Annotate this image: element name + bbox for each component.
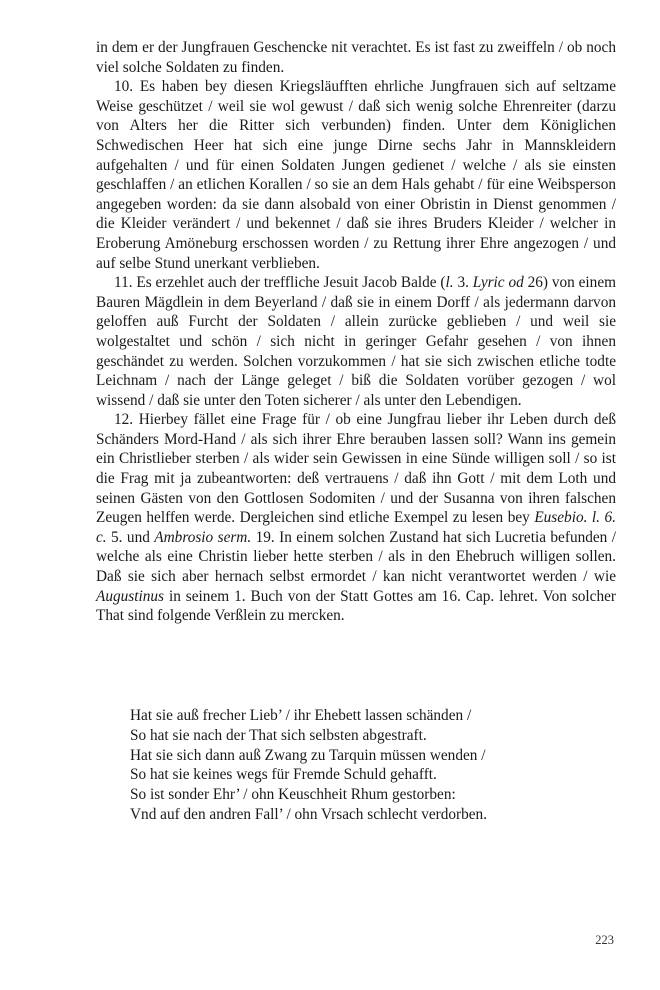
poem-line: Vnd auf den andren Fall’ / ohn Vrsach schlecht verdorben. <box>130 805 488 823</box>
paragraph-11-text-b: 3. <box>453 274 473 292</box>
citation-l: l. <box>445 274 454 292</box>
citation-eusebio: Eusebio. l. 6. c. <box>96 509 616 546</box>
paragraph-12-text-b: 5. und <box>106 528 155 546</box>
poem-line: Hat sie sich dann auß Zwang zu Tarquin müssen wenden / <box>130 746 486 764</box>
paragraph-12-text-d: in seinem 1. Buch von der Statt Gottes am 16. Cap. lehret. Von solcher That sind folgende Verßlein zu mercken. <box>96 587 616 625</box>
page-number: 223 <box>595 933 614 947</box>
body-text <box>96 38 616 626</box>
citation-ambrosio: Ambrosio serm. <box>154 528 252 546</box>
poem-line: So hat sie keines wegs für Fremde Schuld gehafft. <box>130 766 437 784</box>
paragraph-12-text-c: 19. In einem solchen Zustand hat sich Lucretia befunden / welche als eine Christin lieber hette sterben / als in den Ehebruch willigen sollen. Daß sie sich aber hernach selbst ermordet / kan nicht verantwortet werden / wie <box>96 528 616 586</box>
paragraph-10: 10. Es haben bey diesen Kriegsläufften ehrliche Jungfrauen sich auf seltzame Weise geschützet / weil sie wol gewust / daß sich wenig solche Ehrenreiter (darzu von Alters her die Ritter sich verbunden) finden. Unter dem Königlichen Schwedischen Heer hat sich eine junge Dirne sechs Jahr in Mannskleidern aufgehalten / und für einen Soldaten Jungen gedienet / welche / als sie einsten geschlaffen / an etlichen Korallen / so sie an dem Hals gehabt / für eine Weibsperson angegeben worden: da sie dann alsobald von einer Obristin in Dienst genommen / die Kleider verändert / und bekennet / daß sie ihres Bruders Kleider / welcher in Eroberung Amöneburg erschossen worden / zu Rettung ihrer Ehre angezogen / und auf selbe Stund unerkant verblieben. <box>96 78 616 272</box>
paragraph-12 <box>96 410 616 626</box>
poem-line: Hat sie auß frecher Lieb’ / ihr Ehebett lassen schänden / <box>130 707 472 724</box>
poem-line: So ist sonder Ehr’ / ohn Keuschheit Rhum gestorben: <box>130 786 456 804</box>
poem-line: So hat sie nach der That sich selbsten abgestraft. <box>130 726 427 744</box>
citation-lyric: Lyric od <box>472 274 524 292</box>
paragraph-11 <box>96 273 616 410</box>
paragraph-11-text-c: 26) von einem Bauren Mägdlein in dem Beyerland / daß sie in einem Dorff / als jedermann darvon geloffen auß Furcht der Soldaten / allein zurücke geblieben / und weil sie wolgestaltet und schön / sich nicht in geringer Gefahr gesehen / von ihnen geschändet zu werden. Solchen vorzukommen / hat sie sich zwischen etliche todte Leichnam / nach der Länge geleget / biß die Soldaten vorüber gezogen / wol wissend / daß sie unter den Toten sicherer / als unter den Lebendigen. <box>96 274 617 409</box>
paragraph-12-text-a: 12. Hierbey fället eine Frage für / ob eine Jungfrau lieber ihr Leben durch deß Schänders Mord-Hand / als sich ihrer Ehre berauben lassen soll? Wann ins gemein ein Christlieber sterben / als wider sein Gewissen in eine Sünde willigen soll / so ist die Frag mit ja zubeantworten: deß vertrauens / daß ihn Gott / mit dem Loth und seinen Gästen von den Gottlosen Sodomiten / und der Susanna von ihren falschen Zeugen helffen werde. Dergleichen sind etliche Exempel zu lesen bey <box>96 411 616 527</box>
paragraph-11-text-a: 11. Es erzehlet auch der treffliche Jesuit Jacob Balde ( <box>114 274 446 292</box>
paragraph-continuation: in dem er der Jungfrauen Geschencke nit verachtet. Es ist fast zu zweiffeln / ob noch viel solche Soldaten zu finden. <box>96 39 616 76</box>
poem <box>130 706 610 825</box>
citation-augustinus: Augustinus <box>96 587 164 605</box>
